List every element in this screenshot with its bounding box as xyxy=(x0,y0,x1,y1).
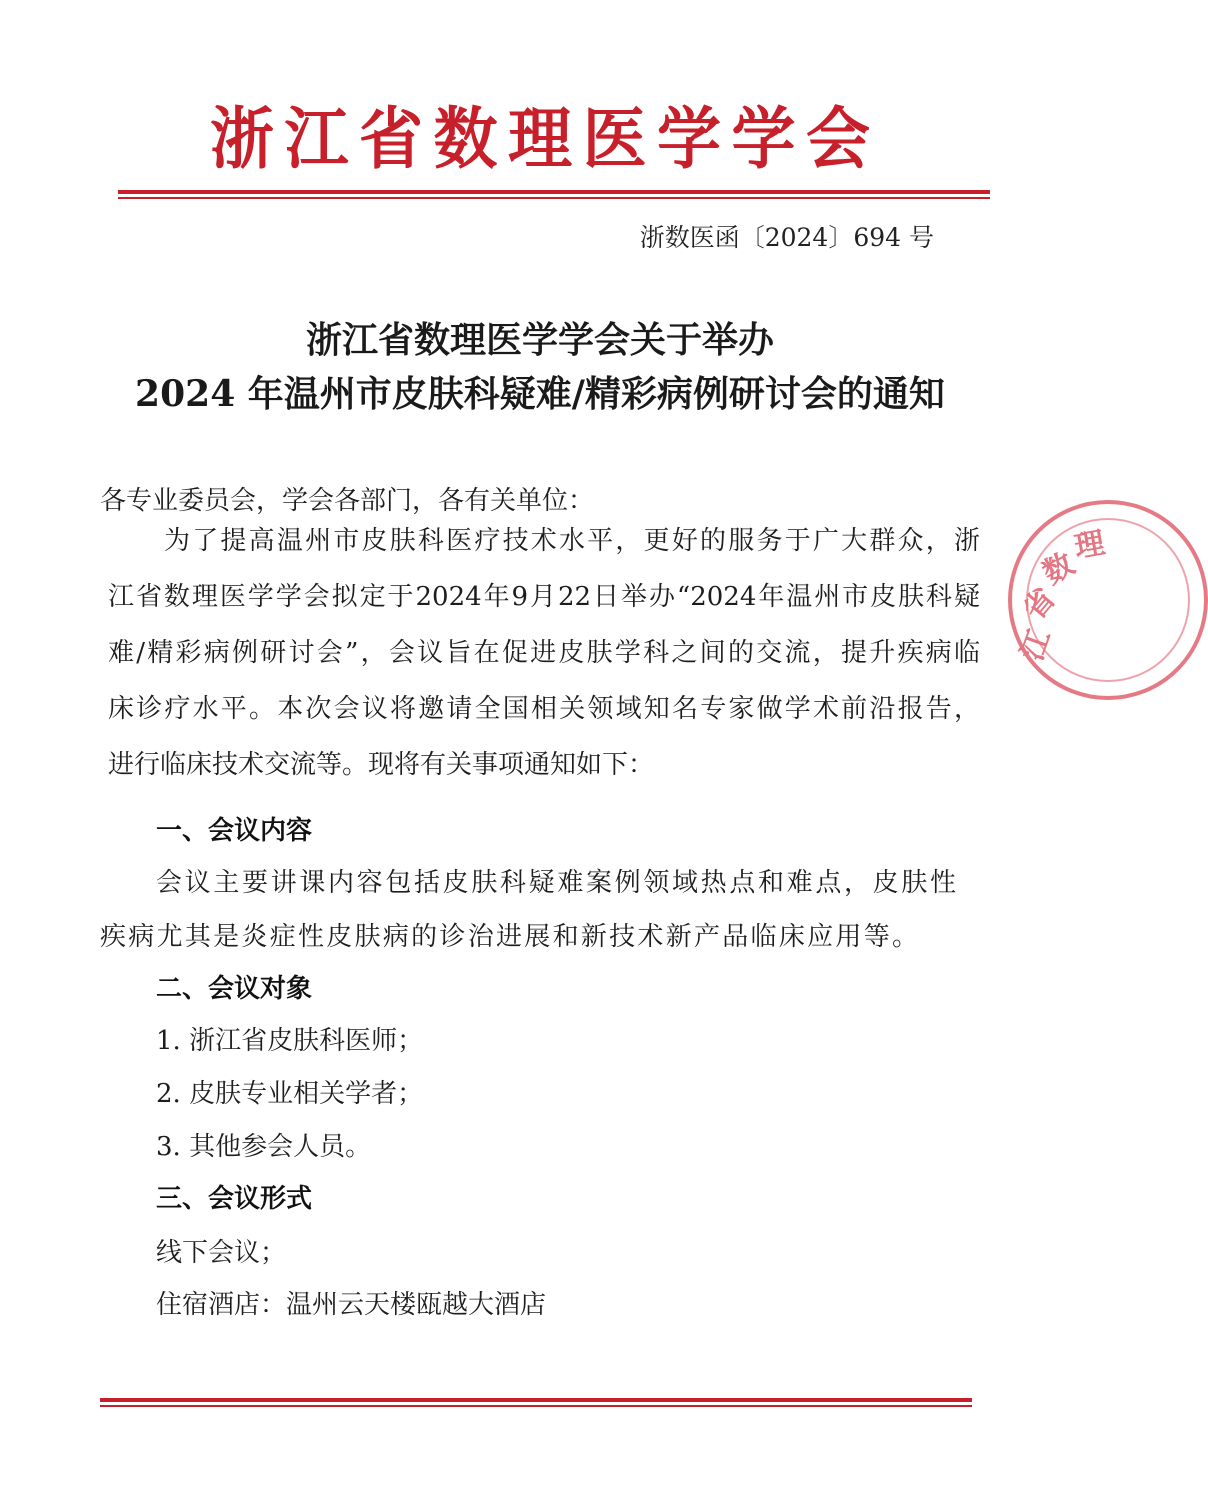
section1-line: 会议主要讲课内容包括皮肤科疑难案例领域热点和难点，皮肤性 xyxy=(156,868,956,898)
section-heading-audience: 二、会议对象 xyxy=(156,974,313,1004)
intro-line: 床诊疗水平。本次会议将邀请全国相关领域知名专家做学术前沿报告， xyxy=(108,694,980,724)
section-heading-content: 一、会议内容 xyxy=(156,816,313,846)
org-name-char: 医 xyxy=(582,101,647,179)
org-name-char: 学 xyxy=(657,101,721,179)
salutation: 各专业委员会，学会各部门，各有关单位： xyxy=(100,486,595,516)
org-name-char: 会 xyxy=(806,101,870,179)
intro-line: 难/精彩病例研讨会”，会议旨在促进皮肤学科之间的交流，提升疾病临 xyxy=(108,638,980,668)
document-title-line1: 浙江省数理医学学会关于举办 xyxy=(305,319,774,361)
seal-char: 理 xyxy=(1071,525,1108,566)
org-name-char: 学 xyxy=(731,101,796,179)
format-line: 线下会议； xyxy=(156,1238,287,1268)
audience-item: 3. 其他参会人员。 xyxy=(156,1132,372,1162)
audience-item: 1. 浙江省皮肤科医师； xyxy=(156,1026,424,1056)
org-name-char: 理 xyxy=(508,101,572,179)
seal-char: 数 xyxy=(1037,546,1081,592)
org-name-char: 省 xyxy=(359,101,423,179)
footer-divider-thick xyxy=(100,1398,972,1402)
header-divider-thick xyxy=(118,190,990,194)
intro-line: 为了提高温州市皮肤科医疗技术水平，更好的服务于广大群众，浙 xyxy=(164,526,980,556)
format-line: 住宿酒店：温州云天楼瓯越大酒店 xyxy=(156,1290,547,1320)
header-divider-thin xyxy=(118,197,990,199)
seal-char: 江 xyxy=(1014,625,1058,666)
intro-line: 江省数理医学学会拟定于2024年9月22日举办“2024年温州市皮肤科疑 xyxy=(108,582,980,612)
document-title-line2: 2024 年温州市皮肤科疑难/精彩病例研讨会的通知 xyxy=(135,373,945,415)
seal-char: 省 xyxy=(1016,581,1063,627)
org-letterhead xyxy=(210,100,870,180)
section-heading-format: 三、会议形式 xyxy=(156,1184,313,1214)
org-name-char: 江 xyxy=(284,101,349,179)
intro-line: 进行临床技术交流等。现将有关事项通知如下： xyxy=(108,750,655,780)
document-number: 浙数医函〔2024〕694 号 xyxy=(639,223,934,252)
footer-divider-thin xyxy=(100,1405,972,1407)
org-name-char: 浙 xyxy=(210,101,274,179)
audience-item: 2. 皮肤专业相关学者； xyxy=(156,1079,424,1109)
section1-line: 疾病尤其是炎症性皮肤病的诊治进展和新技术新产品临床应用等。 xyxy=(100,922,918,952)
org-name-char: 数 xyxy=(433,101,498,179)
official-seal xyxy=(1008,500,1208,700)
